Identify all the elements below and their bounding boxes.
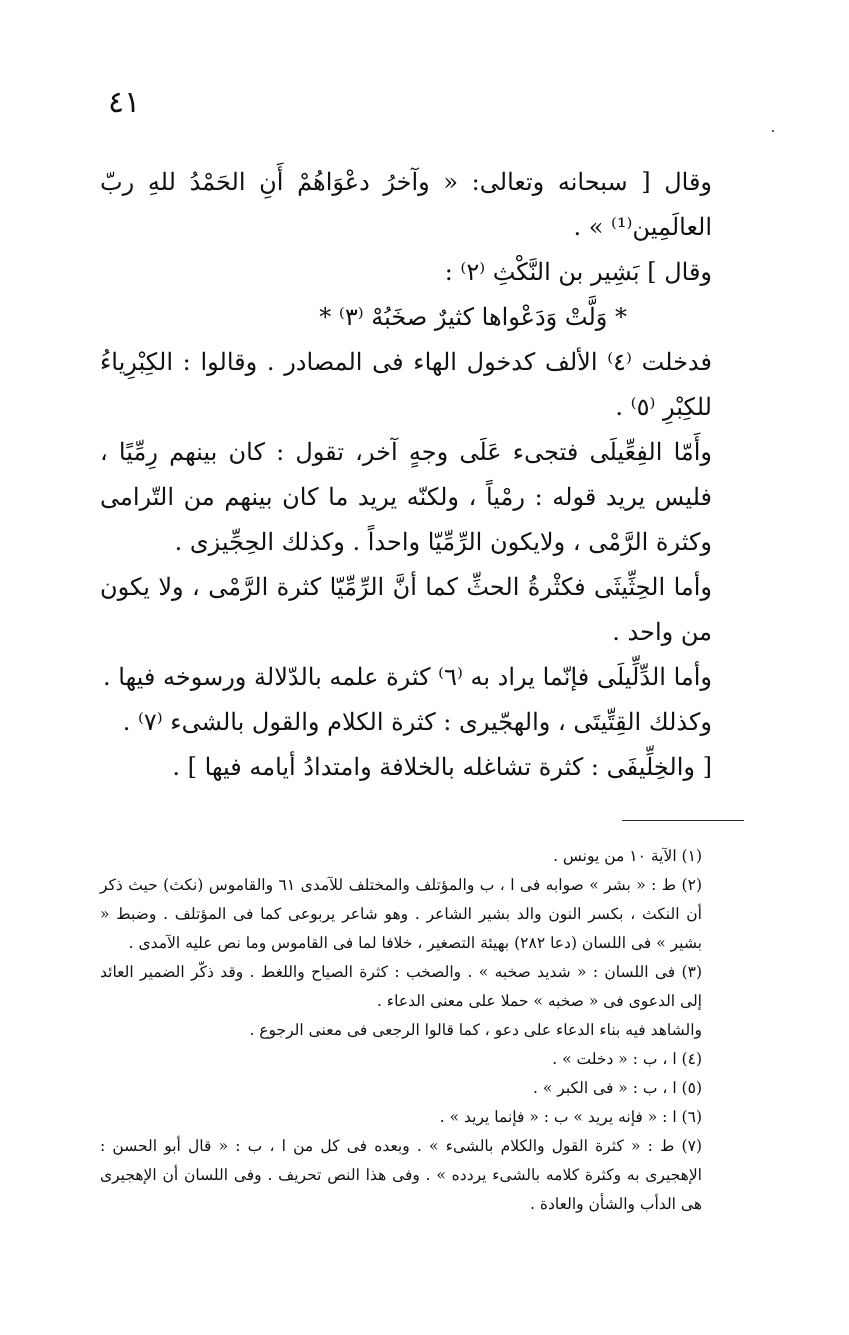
footnote-1: (١) الآية ١٠ من يونس . (553, 847, 702, 865)
footnote-6: (٦) ا : « فإنه يريد » ب : « فإنما يريد » . (439, 1108, 702, 1126)
paragraph-fiilla: وأَمّا الفِعِّيلَى فتجىء عَلَى وجهٍ آخر، تقول : كان بينهم رِمِّيًا ، فليس يريد قوله : رمْياً ، ولكنّه يريد ما كان بينهم من التّرامى وكثرة الرَّمْى ، ولايكون الرِّمِّيّا واحداً . وكذلك الحِجِّيزى . (100, 438, 712, 556)
paragraph-quran-quote: وقال [ سبحانه وتعالى: « وآخرُ دعْوَاهُمْ أَنِ الحَمْدُ للهِ ربّ العالَمِين⁽¹⁾ » . (100, 168, 712, 241)
footnotes (100, 842, 752, 1219)
footnote-3-continued: والشاهد فيه بناء الدعاء على دعو ، كما قالوا الرجعى فى معنى الرجوع . (249, 1021, 702, 1039)
footnote-5: (٥) ا ، ب : « فى الكبر » . (533, 1079, 702, 1097)
footnote-2: (٢) ط : « بشر » صوابه فى ا ، ب والمؤتلف والمختلف للآمدى ٦١ والقاموس (نكث) حيث ذكر أن النكث ، بكسر النون والد بشير الشاعر . وهو شاعر يربوعى كما فى المؤتلف . وضبط « بشير » فى اللسان (دعا ٢٨٢) بهيئة التصغير ، خلافا لما فى القاموس وما نص عليه الآمدى . (100, 876, 702, 952)
footnote-4: (٤) ا ، ب : « دخلت » . (552, 1050, 702, 1068)
paragraph-khilifa: [ والخِلِّيفَى : كثرة تشاغله بالخلافة وامتدادُ أيامه فيها ] . (172, 753, 712, 781)
main-text (100, 160, 752, 790)
scan-mark (772, 130, 774, 132)
footnote-7: (٧) ط : « كثرة القول والكلام بالشىء » . وبعده فى كل من ا ، ب : « قال أبو الحسن : الإهجيرى به وكثرة كلامه بالشىء يردده » . وفى هذا النص تحريف . وفى اللسان أن الإهجيرى هى الدأب والشأن والعادة . (100, 1137, 702, 1213)
paragraph-poet-intro: وقال ] بَشِير بن النَّكْثِ ⁽٢⁾ : (444, 258, 712, 286)
page-number: ٤١ (108, 85, 141, 120)
poetry-verse: * وَلَّتْ وَدَعْواها كثيرٌ صخَبُهْ ⁽٣⁾ * (319, 303, 627, 331)
footnote-3: (٣) فى اللسان : « شديد صخبه » . والصخب : كثرة الصياح واللغط . وقد ذكّر الضمير العائد إلى الدعوى فى « صخبه » حملا على معنى الدعاء . (100, 963, 702, 1010)
paragraph-alif-note: فدخلت ⁽٤⁾ الألف كدخول الهاء فى المصادر . وقالوا : الكِبْرِياءُ للكِبْرِ ⁽٥⁾ . (100, 348, 712, 421)
paragraph-hithitha: وأما الحِثِّيثَى فكثْرةُ الحثِّ كما أنَّ الرِّمِّيّا كثرة الرَّمْى ، ولا يكون من واحد . (100, 573, 712, 646)
footnote-divider (622, 820, 744, 821)
paragraph-qitita: وكذلك القِتِّيتَى ، والهجّيرى : كثرة الكلام والقول بالشىء ⁽٧⁾ . (122, 708, 712, 736)
paragraph-dililla: وأما الدِّلِّيلَى فإنّما يراد به ⁽٦⁾ كثرة علمه بالدّلالة ورسوخه فيها . (103, 663, 712, 691)
